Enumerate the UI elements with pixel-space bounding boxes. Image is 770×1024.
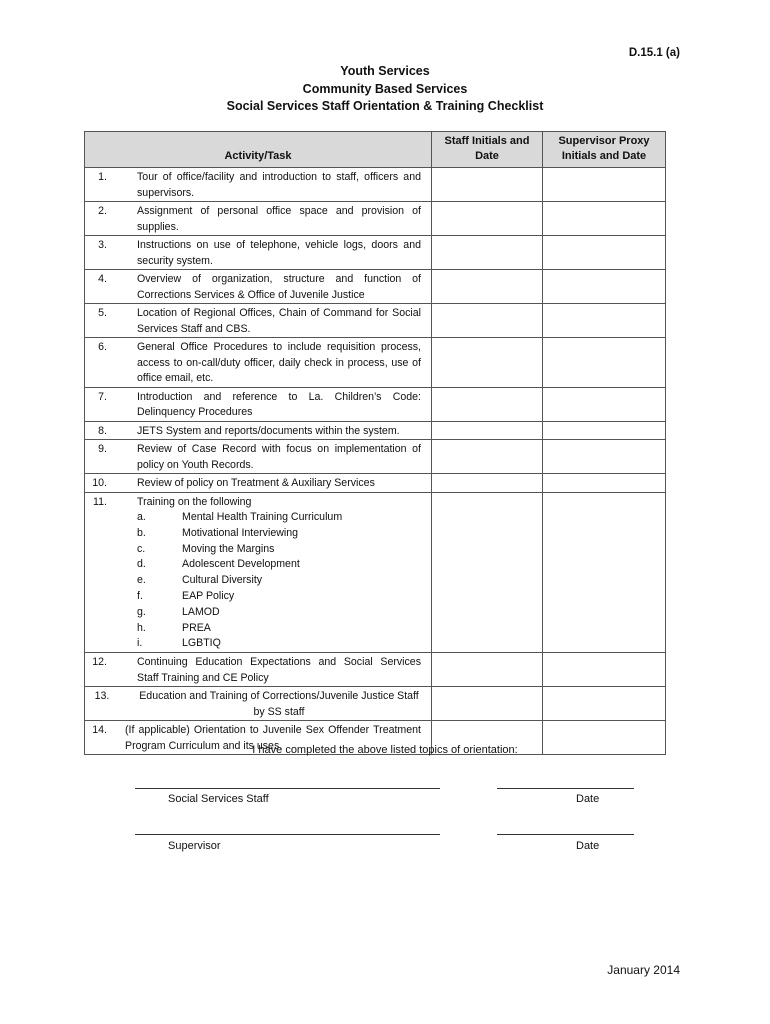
training-item: c. Moving the Margins [137,542,275,555]
supervisor-initials-cell[interactable] [543,387,666,421]
staff-initials-cell[interactable] [432,421,543,440]
staff-initials-cell[interactable] [432,653,543,687]
supervisor-initials-cell[interactable] [543,270,666,304]
table-row [85,440,666,474]
staff-initials-cell[interactable] [432,202,543,236]
row-task: General Office Procedures to include requisition process, access to on-call/duty officer, daily check in process, use of office email, etc. [137,341,421,384]
document-header [0,63,770,116]
staff-initials-cell[interactable] [432,270,543,304]
row-task: Continuing Education Expectations and Social Services Staff Training and CE Policy [137,656,421,684]
staff-column-header: Staff Initials and Date [432,132,543,168]
row-task: Review of policy on Treatment & Auxiliary Services [137,477,375,489]
table-row [85,653,666,687]
row-number: 12. [92,656,107,669]
staff-initials-cell[interactable] [432,474,543,493]
table-row [85,168,666,202]
row-number: 13. [94,690,110,703]
row-task: Assignment of personal office space and provision of supplies. [137,205,421,233]
row-number: 10. [92,477,107,489]
staff-initials-cell[interactable] [432,168,543,202]
staff-initials-cell[interactable] [432,687,543,721]
row-task: Education and Training of Corrections/Juvenile Justice Staff by SS staff [139,690,419,718]
row-task: Review of Case Record with focus on implementation of policy on Youth Records. [137,443,421,471]
document-code: D.15.1 (a) [628,47,680,59]
training-sublist [137,510,421,652]
table-row [85,236,666,270]
staff-initials-cell[interactable] [432,492,543,653]
supervisor-initials-cell[interactable] [543,474,666,493]
staff-signature-line[interactable] [135,788,440,789]
supervisor-initials-cell[interactable] [543,421,666,440]
staff-initials-cell[interactable] [432,236,543,270]
row-task: Introduction and reference to La. Children’s Code: Delinquency Procedures [137,390,421,418]
supervisor-signature-line[interactable] [135,834,440,835]
table-row [85,338,666,388]
row-number: 3. [98,239,107,251]
supervisor-date-line[interactable] [497,834,634,835]
training-item: i. LGBTIQ [137,637,221,650]
supervisor-date-label: Date [576,840,600,852]
training-item: e. Cultural Diversity [137,574,263,587]
training-item: h. PREA [137,621,211,634]
table-row [85,387,666,421]
training-item: f. EAP Policy [137,589,235,602]
table-row [85,474,666,493]
training-item: d. Adolescent Development [137,558,300,571]
row-number: 11. [93,495,107,508]
row-task: Tour of office/facility and introduction to staff, officers and supervisors. [137,171,421,199]
supervisor-signature-label: Supervisor [168,840,221,852]
supervisor-initials-cell[interactable] [543,653,666,687]
row-number: 5. [98,307,107,319]
activity-column-header: Activity/Task [85,132,432,168]
table-row [85,687,666,721]
staff-initials-cell[interactable] [432,304,543,338]
supervisor-initials-cell[interactable] [543,440,666,474]
row-task: (If applicable) Orientation to Juvenile Sex Offender Treatment Program Curriculum and its uses. [125,724,421,752]
supervisor-initials-cell[interactable] [543,168,666,202]
supervisor-initials-cell[interactable] [543,687,666,721]
row-task: Instructions on use of telephone, vehicle logs, doors and security system. [137,239,421,267]
row-number: 4. [98,273,107,285]
supervisor-initials-cell[interactable] [543,338,666,388]
table-header-row [85,132,666,168]
checklist-table [84,131,666,755]
supervisor-initials-cell[interactable] [543,492,666,653]
staff-date-label: Date [576,793,600,805]
row-number: 8. [98,424,107,437]
row-number: 14. [92,724,107,737]
row-task: JETS System and reports/documents within the system. [137,424,400,437]
table-row [85,202,666,236]
table-row [85,421,666,440]
completion-statement: I have completed the above listed topics of orientation: [252,744,518,756]
row-number: 9. [98,443,107,455]
staff-signature-label: Social Services Staff [168,793,269,805]
row-number: 6. [98,341,107,353]
training-item: a. Mental Health Training Curriculum [137,511,343,523]
training-item: b. Motivational Interviewing [137,526,298,539]
supervisor-initials-cell[interactable] [543,202,666,236]
row-task: Training on the following [137,495,252,508]
staff-initials-cell[interactable] [432,387,543,421]
table-row [85,270,666,304]
staff-initials-cell[interactable] [432,440,543,474]
row-task: Location of Regional Offices, Chain of Command for Social Services Staff and CBS. [137,307,421,335]
supervisor-initials-cell[interactable] [543,236,666,270]
staff-initials-cell[interactable] [432,338,543,388]
footer-date: January 2014 [607,963,680,977]
table-row [85,492,666,653]
staff-date-line[interactable] [497,788,634,789]
row-number: 1. [98,171,107,183]
training-item: g. LAMOD [137,605,220,618]
header-line-3: Social Services Staff Orientation & Training Checklist [226,99,544,113]
supervisor-column-header: Supervisor Proxy Initials and Date [543,132,666,168]
header-line-2: Community Based Services [302,81,468,96]
row-number: 7. [98,390,107,403]
row-number: 2. [98,205,107,217]
row-task: Overview of organization, structure and function of Corrections Services & Office of Juvenile Justice [137,273,421,301]
table-row [85,304,666,338]
header-line-1: Youth Services [340,64,430,78]
supervisor-initials-cell[interactable] [543,304,666,338]
